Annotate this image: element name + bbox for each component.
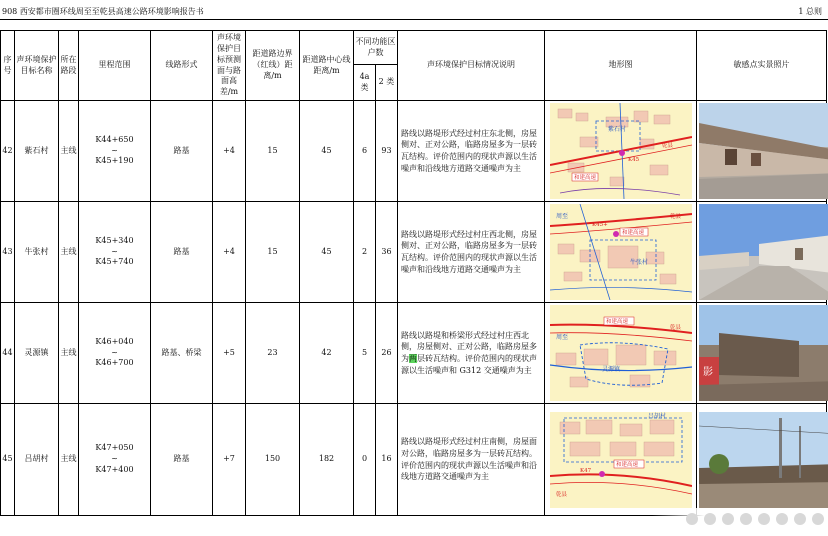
- row-height: +4: [213, 202, 246, 303]
- mileage-end: K45+740: [95, 257, 134, 267]
- row-zone-2: 93: [376, 101, 398, 202]
- map-label: 乾县: [661, 143, 673, 149]
- col-section: 所在路段: [59, 31, 79, 101]
- mileage-start: K44+650: [95, 134, 134, 144]
- map-label: 紫石村: [607, 126, 626, 133]
- row-form: 路基: [151, 101, 213, 202]
- row-photo: [697, 101, 827, 202]
- map-label: K47: [579, 467, 591, 474]
- mileage-end: K46+700: [95, 358, 134, 368]
- col-zone-2: 2 类: [376, 65, 398, 101]
- row-dist-center: 45: [300, 101, 354, 202]
- row-map: [545, 303, 697, 404]
- table-row: [1, 404, 827, 516]
- row-dist-center: 45: [300, 202, 354, 303]
- row-name: 紫石村: [15, 101, 59, 202]
- highlighted-char: 两: [409, 354, 417, 363]
- col-zone-4a: 4a 类: [354, 65, 376, 101]
- description-part: 路线以路堤和桥梁形式经过村庄西北侧，房屋侧对、正对公路，临路房屋多为: [401, 330, 537, 363]
- row-section: 主线: [59, 101, 79, 202]
- row-dist-edge: 15: [246, 202, 300, 303]
- col-height: 声环境保护目标预测面与路面高差/m: [213, 31, 246, 101]
- row-mileage: [79, 101, 151, 202]
- row-zone-4a: 6: [354, 101, 376, 202]
- report-title: 908 西安都市圈环线周至至乾县高速公路环境影响报告书: [2, 7, 204, 16]
- map-label: 和建高速: [605, 319, 628, 325]
- row-seq: 44: [1, 303, 15, 404]
- col-func-zone: 不同功能区户数: [354, 31, 398, 65]
- sensitive-points-table: [0, 30, 827, 516]
- site-photo-image: [699, 305, 828, 401]
- row-description: 路线以路堤形式经过村庄东北侧，房屋侧对、正对公路，临路房屋多为一层砖瓦结构。评价范围内的现状声源以生活噪声和沿线地方道路交通噪声为主: [398, 101, 545, 202]
- description-part: 层砖瓦结构。评价范围内的现状声源以生活噪声和 G312 交通噪声为主: [401, 354, 537, 375]
- row-mileage: [79, 303, 151, 404]
- map-label: 灵源镇: [601, 366, 620, 373]
- row-zone-4a: 2: [354, 202, 376, 303]
- row-name: 牛张村: [15, 202, 59, 303]
- row-map: [545, 202, 697, 303]
- header-rule: [0, 19, 828, 20]
- col-dist-center: 距道路中心线距离/m: [300, 31, 354, 101]
- topographic-map-image: [550, 204, 692, 300]
- mileage-end: K47+400: [95, 464, 134, 474]
- row-mileage: [79, 404, 151, 516]
- map-label: 牛张村: [629, 259, 648, 266]
- row-height: +7: [213, 404, 246, 516]
- mileage-end: K45+190: [95, 156, 134, 166]
- map-label: 和建高速: [615, 461, 638, 468]
- site-photo-image: [699, 204, 828, 300]
- row-seq: 42: [1, 101, 15, 202]
- row-zone-2: 26: [376, 303, 398, 404]
- row-photo: [697, 303, 827, 404]
- mileage-tilde: ~: [111, 347, 118, 357]
- table-row: [1, 202, 827, 303]
- row-dist-center: 182: [300, 404, 354, 516]
- row-description: 路线以路堤形式经过村庄西北侧，房屋侧对、正对公路，临路房屋多为一层砖瓦结构。评价范围内的现状声源以生活噪声和沿线地方道路交通噪声为主: [398, 202, 545, 303]
- row-height: +5: [213, 303, 246, 404]
- site-photo-image: [699, 103, 828, 199]
- col-photo: 敏感点实景照片: [697, 31, 827, 101]
- col-description: 声环境保护目标情况说明: [398, 31, 545, 101]
- row-map: [545, 404, 697, 516]
- mileage-start: K47+050: [95, 443, 134, 453]
- topographic-map-image: [550, 412, 692, 508]
- site-photo-image: [699, 412, 828, 508]
- row-section: 主线: [59, 202, 79, 303]
- table-row: [1, 303, 827, 404]
- shop-sign-text: 影: [703, 367, 713, 378]
- row-section: 主线: [59, 404, 79, 516]
- row-dist-center: 42: [300, 303, 354, 404]
- map-label: K45+: [591, 222, 608, 228]
- col-mileage: 里程范围: [79, 31, 151, 101]
- row-form: 路基: [151, 202, 213, 303]
- topographic-map-image: [550, 305, 692, 401]
- map-label: 和建高速: [621, 230, 644, 236]
- row-form: 路基: [151, 404, 213, 516]
- map-label: 乾县: [669, 214, 681, 220]
- row-seq: 45: [1, 404, 15, 516]
- page-header: [0, 0, 828, 20]
- row-photo: [697, 404, 827, 516]
- mileage-tilde: ~: [111, 145, 118, 155]
- topographic-map-image: [550, 103, 692, 199]
- row-zone-2: 36: [376, 202, 398, 303]
- chapter-label: 1 总则: [798, 7, 822, 16]
- row-name: 灵源镇: [15, 303, 59, 404]
- mileage-tilde: ~: [111, 246, 118, 256]
- map-label: 乾县: [555, 491, 567, 498]
- table-row: [1, 101, 827, 202]
- row-description: 路线以路堤形式经过村庄南侧，房屋面对公路，临路房屋多为一层砖瓦结构。评价范围内的现状声源以生活噪声和沿线地方道路交通噪声为主: [398, 404, 545, 516]
- row-dist-edge: 23: [246, 303, 300, 404]
- row-dist-edge: 15: [246, 101, 300, 202]
- map-label: 吕胡村: [647, 412, 666, 420]
- row-photo: [697, 202, 827, 303]
- col-map: 地形图: [545, 31, 697, 101]
- map-label: 周至: [555, 213, 568, 220]
- row-dist-edge: 150: [246, 404, 300, 516]
- row-name: 吕胡村: [15, 404, 59, 516]
- map-label: 乾县: [669, 325, 681, 331]
- row-section: 主线: [59, 303, 79, 404]
- row-description: [398, 303, 545, 404]
- col-seq: 序号: [1, 31, 15, 101]
- map-label: K45: [627, 157, 639, 163]
- row-map: [545, 101, 697, 202]
- watermark-image: [652, 508, 828, 530]
- mileage-tilde: ~: [111, 454, 118, 464]
- row-zone-4a: 5: [354, 303, 376, 404]
- watermark-stamp: [652, 508, 828, 530]
- row-form: 路基、桥梁: [151, 303, 213, 404]
- map-label: 周至: [555, 334, 568, 341]
- row-seq: 43: [1, 202, 15, 303]
- row-zone-4a: 0: [354, 404, 376, 516]
- row-mileage: [79, 202, 151, 303]
- row-zone-2: 16: [376, 404, 398, 516]
- col-dist-edge: 距道路边界（红线）距离/m: [246, 31, 300, 101]
- col-target: 声环境保护目标名称: [15, 31, 59, 101]
- mileage-start: K45+340: [95, 235, 134, 245]
- mileage-start: K46+040: [95, 336, 134, 346]
- row-height: +4: [213, 101, 246, 202]
- map-label: 和建高速: [573, 175, 596, 181]
- col-form: 线路形式: [151, 31, 213, 101]
